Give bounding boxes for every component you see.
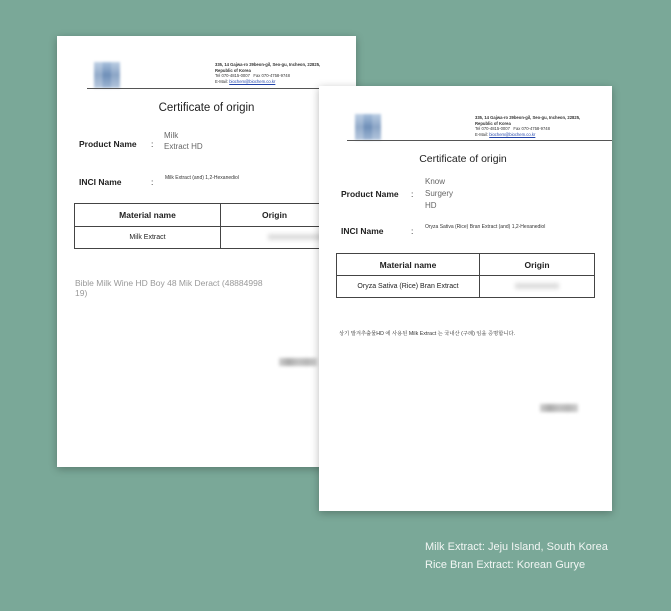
material-cell: Milk Extract [75, 227, 221, 249]
company-logo-icon [355, 114, 381, 140]
origin-cell-redacted [480, 276, 595, 298]
header-divider [87, 88, 356, 89]
material-table [74, 203, 356, 249]
product-name-value: Know Surgery HD [425, 177, 454, 210]
product-name-label: Product Name [79, 139, 137, 149]
certificate-note: Bible Milk Wine HD Boy 48 Mik Deract (48884998 19) [75, 278, 263, 298]
colon: : [411, 226, 414, 236]
product-name-value: Milk Extract HD [164, 131, 203, 151]
company-address: 335, 14 Gajwa-ro 29beon-gil, Seo-gu, Incheon, 22825, Republic of Korea Tel 070-4815-0007 Fax 070-4758-9748 E-Mail: biochem@biochem.co.kr [475, 115, 581, 137]
inci-name-label: INCI Name [79, 177, 122, 187]
inci-name-label: INCI Name [341, 226, 384, 236]
certificate-document-rice-bran [319, 86, 612, 511]
origin-header: Origin [480, 254, 595, 276]
company-logo-icon [94, 62, 120, 88]
header-divider [347, 140, 612, 141]
material-name-header: Material name [337, 254, 480, 276]
signature-stamp-blurred [540, 404, 578, 412]
origin-header: Origin [221, 204, 357, 227]
origin-caption-milk: Milk Extract: Jeju Island, South Korea [425, 541, 608, 553]
email-link[interactable]: biochem@biochem.co.kr [229, 78, 276, 84]
inci-name-value: Oryza Sativa (Rice) Bran Extract (and) 1,2-Hexanediol [425, 224, 546, 230]
email-link[interactable]: biochem@biochem.co.kr [489, 131, 536, 137]
origin-caption-rice-bran: Rice Bran Extract: Korean Gurye [425, 559, 586, 571]
colon: : [411, 189, 414, 199]
signature-stamp-blurred [279, 358, 317, 366]
material-table [336, 253, 595, 298]
company-address: 335, 14 Gajwa-ro 29beon-gil, Seo-gu, Incheon, 22825, Republic of Korea Tel 070-4815-0007 Fax 070-4758-9748 E-Mail: biochem@biochem.co.kr [215, 62, 321, 84]
inci-name-value: Milk Extract (and) 1,2-Hexanediol [165, 175, 239, 181]
certificate-title: Certificate of origin [158, 102, 255, 114]
colon: : [151, 177, 154, 187]
material-name-header: Material name [75, 204, 221, 227]
colon: : [151, 139, 154, 149]
certificate-title: Certificate of origin [419, 153, 507, 165]
product-name-label: Product Name [341, 189, 399, 199]
certificate-note: 상기 발겨추출물HD 에 사용된 Milk Extract 는 국내산 (구례) 임을 증명합니다. [339, 331, 516, 337]
material-cell: Oryza Sativa (Rice) Bran Extract [337, 276, 480, 298]
certificate-document-milk [57, 36, 356, 467]
